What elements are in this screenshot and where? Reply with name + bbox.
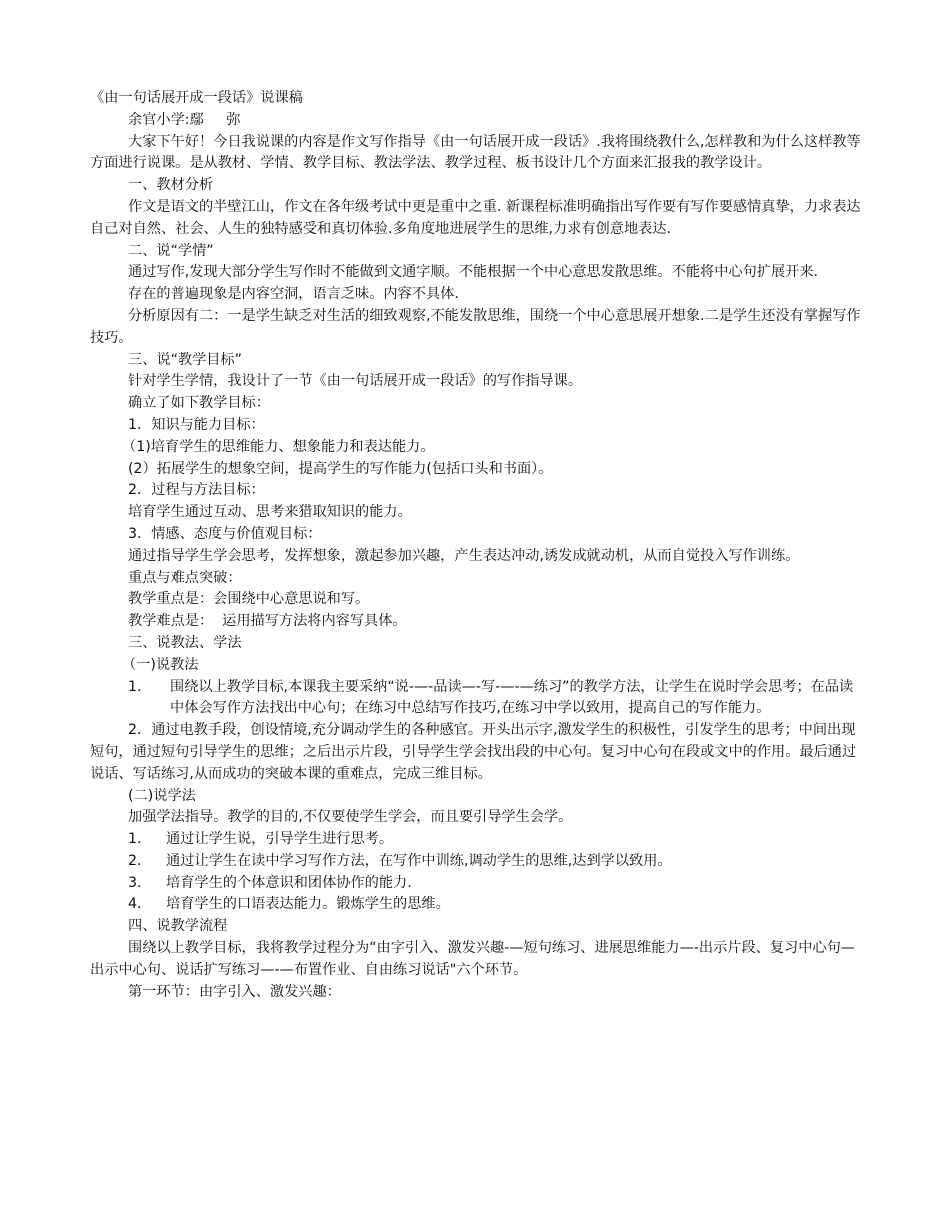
goals-paragraph-2: 确立了如下教学目标：: [128, 395, 270, 412]
learning-method-item-1: [90, 829, 865, 851]
goal-emotion-item: 通过指导学生学会思考，发挥想象，激起参加兴趣，产生表达冲动,诱发成就动机，从而自觉投入写作训练。: [128, 547, 800, 564]
document-page: [90, 88, 865, 1003]
list-text: 通过让学生说，引导学生进行思考。: [166, 831, 394, 848]
key-point: 教学重点是：会围绕中心意思说和写。: [128, 591, 370, 608]
goal-process-item: 培育学生通过互动、思考来猎取知识的能力。: [128, 504, 412, 521]
learning-method-item-3: [90, 873, 865, 895]
process-paragraph: 围绕以上教学目标，我将教学过程分为“由字引入、激发兴趣-—短句练习、进展思维能力—-出示片段、复习中心句—出示中心句、说话扩写练习—-—布置作业、自由练习说话"六个环节。: [90, 940, 855, 978]
intro-paragraph: 大家下午好！今日我说课的内容是作文写作指导《由一句话展开成一段话》.我将围绕教什么,怎样教和为什么这样教等方面进行说课。是从教材、学情、教学目标、教法学法、教学过程、板书设计几个方面来汇报我的教学设计。: [90, 133, 861, 172]
goals-paragraph-1: 针对学生学情，我设计了一节《由一句话展开成一段话》的写作指导课。: [128, 373, 583, 390]
author-line: 余官小学:鄢 弥: [128, 111, 241, 128]
section-heading-goals: 三、说“教学目标”: [128, 351, 243, 368]
goal-knowledge-item-2: (2）拓展学生的想象空间，提高学生的写作能力(包括口头和书面）。: [128, 460, 553, 477]
list-text: 培育学生的个体意识和团体协作的能力.: [166, 874, 412, 891]
learning-method-intro: 加强学法指导。教学的目的,不仅要使学生学会，而且要引导学生会学。: [128, 809, 573, 826]
list-number: 1．: [128, 831, 152, 848]
students-paragraph-3: 分析原因有二：一是学生缺乏对生活的细致观察,不能发散思维，围绕一个中心意思展开想象.二是学生还没有掌握写作技巧。: [90, 307, 861, 346]
section-heading-materials: 一、教材分析: [128, 177, 214, 194]
goal-process: 2．过程与方法目标：: [128, 482, 265, 499]
teaching-method-item-2: 2．通过电教手段，创设情境,充分调动学生的各种感官。开头出示字,激发学生的积极性，引发学生的思考；中间出现短句，通过短句引导学生的思维；之后出示片段，引导学生学会找出段的中心句。复习中心句在段或文中的作用。最后通过说话、写话练习,从而成功的突破本课的重难点，完成三维目标。: [90, 722, 857, 782]
list-number: 1．: [128, 678, 152, 695]
goal-knowledge: 1．知识与能力目标：: [128, 416, 265, 433]
list-number: 2．: [128, 852, 152, 869]
section-heading-methods: 三、说教法、学法: [128, 634, 242, 651]
students-paragraph-2: 存在的普遍现象是内容空洞，语言乏味。内容不具体.: [128, 286, 459, 303]
teaching-method-heading: （一)说教法: [122, 656, 199, 673]
learning-method-item-2: [90, 851, 865, 873]
teaching-method-item-1: [90, 677, 865, 721]
section-heading-students: 二、说“学情”: [128, 242, 214, 259]
list-text: 通过让学生在读中学习写作方法，在写作中训练,调动学生的思维,达到学以致用。: [166, 852, 672, 869]
goal-emotion: 3．情感、态度与价值观目标：: [128, 525, 322, 542]
students-paragraph-1: 通过写作,发现大部分学生写作时不能做到文通字顺。不能根据一个中心意思发散思维。不能将中心句扩展开来.: [128, 264, 819, 281]
goal-knowledge-item-1: （1)培育学生的思维能力、想象能力和表达能力。: [122, 438, 435, 455]
list-text: 培育学生的口语表达能力。锻炼学生的思维。: [166, 896, 450, 913]
list-text: 围绕以上教学目标,本课我主要采纳“说-—-品读—-写-—-—练习”的教学方法，让学生在说时学会思考；在品读中体会写作方法找出中心句；在练习中总结写作技巧,在练习中学以致用，提高自己的写作能力。: [170, 678, 854, 717]
doc-title: 《由一句话展开成一段话》说课稿: [90, 90, 303, 106]
list-number: 3．: [128, 874, 152, 891]
key-difficulty-heading: 重点与难点突破：: [128, 569, 242, 586]
materials-paragraph: 作文是语文的半壁江山，作文在各年级考试中更是重中之重. 新课程标准明确指出写作要有写作要感情真挚，力求表达自己对自然、社会、人生的独特感受和真切体验.多角度地进展学生的思维,力求有创意地表达.: [90, 198, 861, 237]
process-step-1: 第一环节：由字引入、激发兴趣：: [128, 983, 341, 1000]
list-number: 4．: [128, 896, 152, 913]
section-heading-process: 四、说教学流程: [128, 918, 228, 935]
difficult-point: 教学难点是： 运用描写方法将内容写具体。: [128, 613, 407, 630]
learning-method-heading: (二)说学法: [128, 787, 196, 804]
learning-method-item-4: [90, 894, 865, 916]
